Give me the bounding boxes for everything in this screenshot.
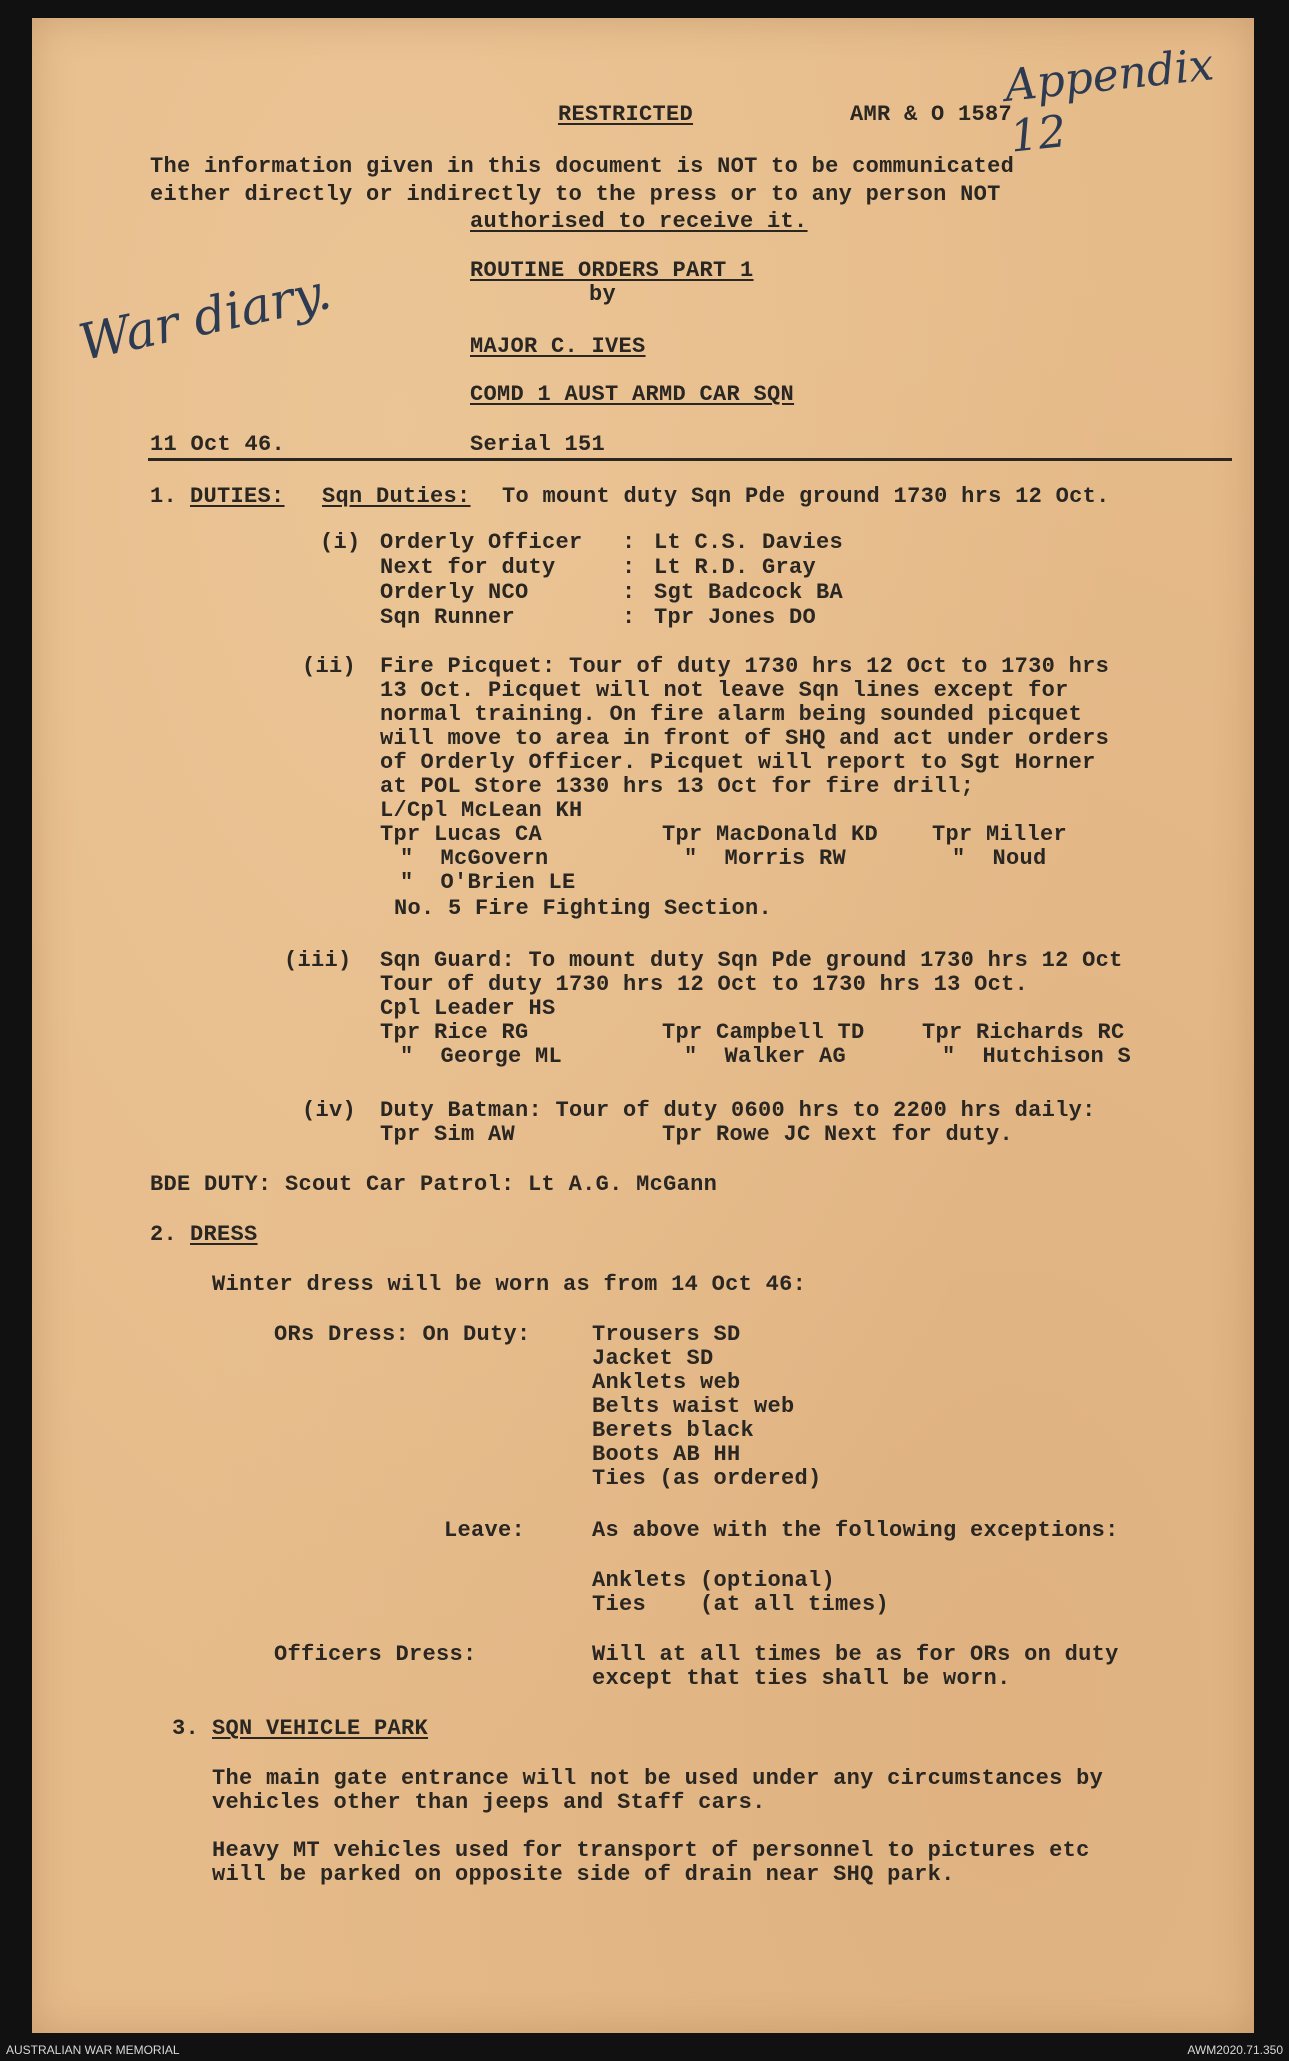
document-date: 11 Oct 46. [150,432,286,457]
document-page [32,18,1254,2033]
duty-role: Orderly NCO [380,580,529,605]
fire-picquet-line: of Orderly Officer. Picquet will report to Sgt Horner [380,750,1096,775]
duty-sep: : [622,555,636,580]
dress-item: Jacket SD [592,1346,714,1371]
duty-batman-left: Tpr Sim AW [380,1122,516,1147]
duty-batman-right: Tpr Rowe JC Next for duty. [662,1122,1014,1147]
dress-item: Belts waist web [592,1394,795,1419]
dress-item: Anklets web [592,1370,741,1395]
sqn-duties-label: Sqn Duties: [322,484,471,509]
vehicle-park-p2: will be parked on opposite side of drain near SHQ park. [212,1862,955,1887]
fire-section: No. 5 Fire Fighting Section. [394,896,773,921]
picquet-member: Tpr Lucas CA [380,822,543,847]
picquet-member: " McGovern [400,846,549,871]
sqn-guard-line: Sqn Guard: To mount duty Sqn Pde ground 1730 hrs 12 Oct [380,948,1123,973]
duty-name: Tpr Jones DO [654,605,817,630]
section-2-number: 2. [150,1222,178,1247]
dress-item: Boots AB HH [592,1442,741,1467]
ors-dress-label: ORs Dress: On Duty: [274,1322,531,1347]
footer-credit: AUSTRALIAN WAR MEMORIAL [6,2043,180,2057]
officers-dress-line: Will at all times be as for ORs on duty [592,1642,1119,1667]
section-3-number: 3. [172,1716,200,1741]
fire-picquet-line: will move to area in front of SHQ and act under orders [380,726,1110,751]
duty-batman-line: Duty Batman: Tour of duty 0600 hrs to 2200 hrs daily: [380,1098,1096,1123]
fire-picquet-line: at POL Store 1330 hrs 13 Oct for fire drill; [380,774,975,799]
notice-line-3: authorised to receive it. [470,209,808,234]
vehicle-park-p1: The main gate entrance will not be used under any circumstances by [212,1766,1104,1791]
by-label: by [589,282,617,307]
picquet-member: " Morris RW [684,846,847,871]
sqn-guard-line: Tour of duty 1730 hrs 12 Oct to 1730 hrs 13 Oct. [380,972,1029,997]
reference-number: AMR & O 1587 [850,102,1013,127]
header-rule [148,458,1232,461]
officers-dress-line: except that ties shall be worn. [592,1666,1011,1691]
restricted-label: RESTRICTED [558,102,694,127]
guard-member: " George ML [400,1044,563,1069]
war-diary-annotation: War diary. [73,262,337,372]
duty-name: Lt R.D. Gray [654,555,817,580]
section-3-heading: SQN VEHICLE PARK [212,1716,429,1741]
item-i-number: (i) [320,530,361,555]
footer-accession: AWM2020.71.350 [1187,2043,1283,2057]
sqn-guard-line: Cpl Leader HS [380,996,556,1021]
duty-sep: : [622,530,636,555]
dress-intro: Winter dress will be worn as from 14 Oct 46: [212,1272,807,1297]
duty-name: Lt C.S. Davies [654,530,844,555]
serial-number: Serial 151 [470,432,606,457]
vehicle-park-p1: vehicles other than jeeps and Staff cars. [212,1790,766,1815]
picquet-member: Tpr MacDonald KD [662,822,879,847]
leave-text: As above with the following exceptions: [592,1518,1119,1543]
fire-picquet-line: L/Cpl McLean KH [380,798,583,823]
picquet-member: " Noud [952,846,1047,871]
sqn-duties-text: To mount duty Sqn Pde ground 1730 hrs 12 Oct. [502,484,1110,509]
duty-sep: : [622,605,636,630]
officer-name: MAJOR C. IVES [470,334,646,359]
duty-role: Orderly Officer [380,530,583,555]
appendix-annotation: Appendix 12 [1002,39,1217,163]
picquet-member: Tpr Miller [932,822,1068,847]
item-iii-number: (iii) [284,948,352,973]
leave-label: Leave: [444,1518,526,1543]
duty-role: Next for duty [380,555,556,580]
document-title: ROUTINE ORDERS PART 1 [470,258,754,283]
vehicle-park-p2: Heavy MT vehicles used for transport of personnel to pictures etc [212,1838,1090,1863]
duty-role: Sqn Runner [380,605,516,630]
guard-member: Tpr Campbell TD [662,1020,865,1045]
notice-line-2: either directly or indirectly to the press or to any person NOT [150,182,1001,207]
unit-name: COMD 1 AUST ARMD CAR SQN [470,382,795,407]
dress-item: Ties (as ordered) [592,1466,822,1491]
item-ii-number: (ii) [302,654,357,679]
dress-item: Trousers SD [592,1322,741,1347]
officers-dress-label: Officers Dress: [274,1642,477,1667]
fire-picquet-line: normal training. On fire alarm being sounded picquet [380,702,1083,727]
guard-member: Tpr Richards RC [922,1020,1125,1045]
leave-item: Anklets (optional) [592,1568,836,1593]
fire-picquet-line: Fire Picquet: Tour of duty 1730 hrs 12 Oct to 1730 hrs [380,654,1110,679]
leave-item: Ties (at all times) [592,1592,890,1617]
picquet-member: " O'Brien LE [400,870,576,895]
fire-picquet-line: 13 Oct. Picquet will not leave Sqn lines except for [380,678,1069,703]
duty-name: Sgt Badcock BA [654,580,844,605]
item-iv-number: (iv) [302,1098,357,1123]
section-2-heading: DRESS [190,1222,258,1247]
guard-member: " Hutchison S [942,1044,1132,1069]
section-1-heading: DUTIES: [190,484,285,509]
dress-item: Berets black [592,1418,755,1443]
bde-duty: BDE DUTY: Scout Car Patrol: Lt A.G. McGann [150,1172,718,1197]
guard-member: Tpr Rice RG [380,1020,529,1045]
guard-member: " Walker AG [684,1044,847,1069]
duty-sep: : [622,580,636,605]
section-1-number: 1. [150,484,178,509]
notice-line-1: The information given in this document is NOT to be communicated [150,154,1015,179]
